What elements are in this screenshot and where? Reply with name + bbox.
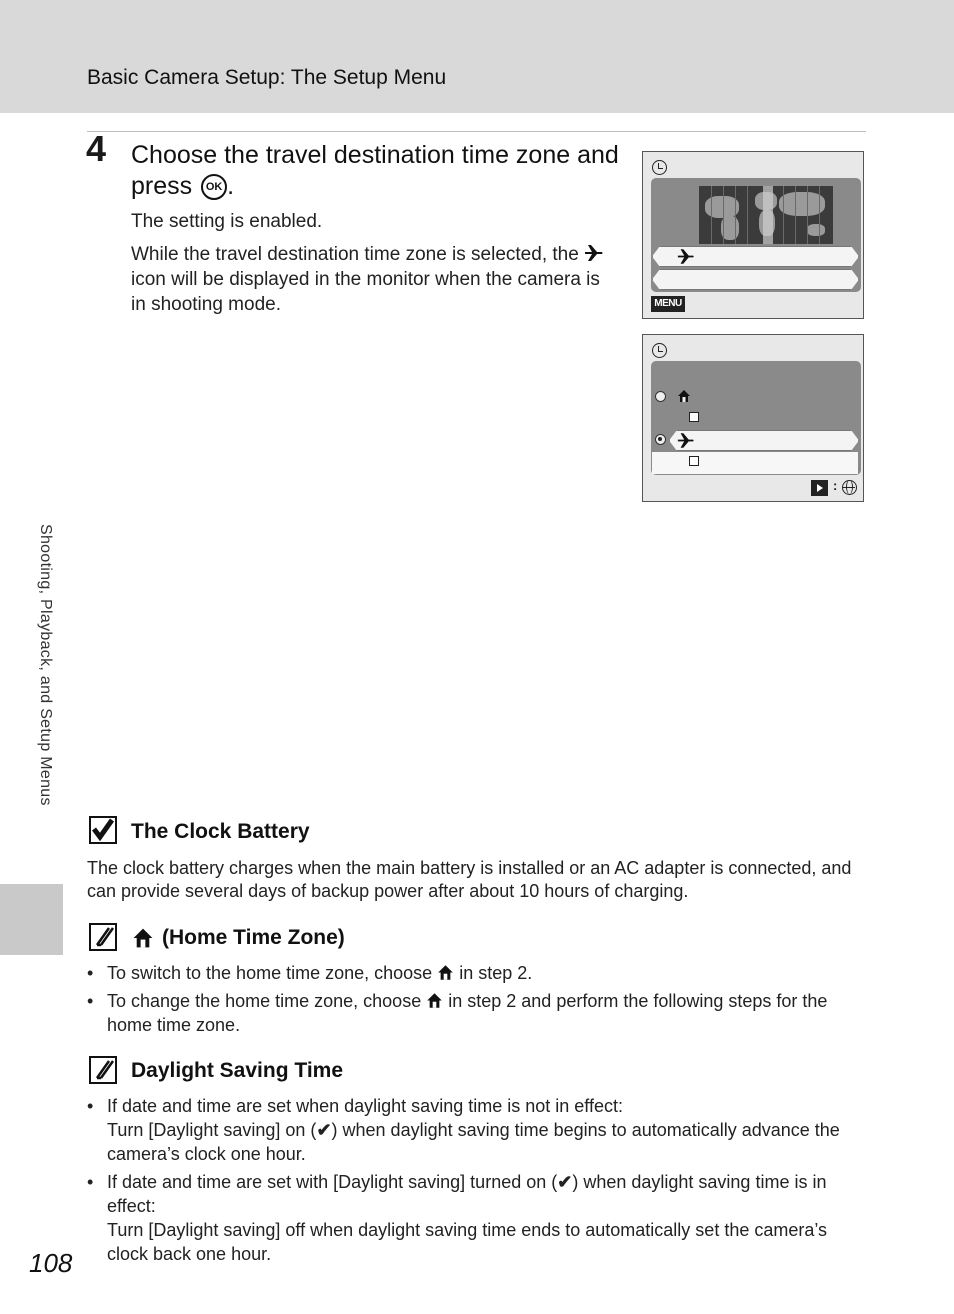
bullet-text: Turn [Daylight saving] on (	[107, 1120, 317, 1140]
side-tab-label: Shooting, Playback, and Setup Menus	[37, 524, 54, 806]
clock-battery-heading: The Clock Battery	[131, 820, 310, 843]
clock-icon	[652, 160, 667, 175]
header-rule	[87, 131, 866, 132]
step-paragraph-2-a: While the travel destination time zone is selected, the	[131, 244, 579, 265]
zone-select-panel	[651, 361, 861, 475]
bullet-text: If date and time are set with [Daylight saving] turned on (	[107, 1172, 558, 1192]
right-arrow-icon	[811, 480, 828, 496]
bullet-text: To switch to the home time zone, choose	[107, 963, 433, 983]
step-paragraph-2-b: icon will be displayed in the monitor when the camera is in shooting mode.	[131, 269, 600, 315]
checkmark-note-icon	[89, 816, 117, 844]
bullet-text: in step 2 and perform the following steps for the home time zone.	[107, 991, 828, 1035]
travel-zone-row-selected[interactable]	[669, 430, 859, 451]
travel-dst-row	[652, 452, 858, 474]
step-paragraph-1: The setting is enabled.	[131, 211, 323, 232]
clock-battery-body: The clock battery charges when the main battery is installed or an AC adapter is connected, and can provide several days of backup power after about 10 hours of charging.	[87, 858, 852, 901]
world-map	[699, 186, 833, 244]
pencil-note-icon	[89, 1056, 117, 1084]
step-heading-period: .	[227, 172, 235, 200]
globe-icon	[842, 480, 857, 495]
ok-button-icon: OK	[201, 174, 227, 200]
travel-zone-radio[interactable]	[655, 434, 666, 445]
checkmark-icon: ✔	[316, 1120, 332, 1140]
selected-zone-band	[763, 186, 773, 244]
bullet-text: ) when daylight saving time begins to automatically advance the camera’s clock one hour.	[107, 1120, 840, 1164]
bullet-text: ) when daylight saving time is in effect:	[107, 1172, 827, 1216]
home-icon	[132, 927, 154, 949]
home-time-zone-heading: (Home Time Zone)	[162, 926, 345, 949]
travel-plane-icon	[677, 248, 695, 265]
side-tab-marker	[0, 884, 63, 955]
bullet-text: in step 2.	[459, 963, 533, 983]
travel-zone-row[interactable]	[652, 246, 859, 267]
step-number: 4	[86, 128, 107, 169]
home-dst-checkbox[interactable]	[689, 412, 699, 422]
clock-icon	[652, 343, 667, 358]
list-item	[87, 1094, 867, 1166]
bullet-text: Turn [Daylight saving] off when daylight saving time ends to automatically set the camera’s clock back one hour.	[107, 1220, 828, 1264]
camera-screen-world-map	[642, 151, 864, 319]
step-heading	[131, 140, 621, 202]
pencil-note-icon	[89, 923, 117, 951]
travel-plane-icon	[677, 432, 695, 449]
time-zone-panel	[651, 178, 861, 292]
step-paragraph-2	[131, 242, 611, 317]
dst-list	[87, 1094, 867, 1270]
list-item	[87, 989, 867, 1037]
page-header-title: Basic Camera Setup: The Setup Menu	[87, 66, 447, 89]
zone-selector-row[interactable]	[652, 269, 859, 290]
checkmark-icon: ✔	[557, 1172, 573, 1192]
menu-icon: MENU	[651, 296, 685, 312]
home-icon	[437, 964, 454, 981]
travel-dst-checkbox[interactable]	[689, 456, 699, 466]
camera-screen-zone-select	[642, 334, 864, 502]
bullet-text: If date and time are set when daylight saving time is not in effect:	[107, 1096, 623, 1116]
step-heading-text: Choose the travel destination time zone and press	[131, 141, 619, 200]
home-icon	[426, 992, 443, 1009]
travel-plane-icon	[584, 244, 604, 262]
list-item	[87, 1170, 867, 1266]
home-time-zone-list	[87, 961, 867, 1041]
home-zone-radio[interactable]	[655, 391, 666, 402]
dst-heading: Daylight Saving Time	[131, 1059, 343, 1082]
list-item	[87, 961, 867, 985]
footer-separator: :	[833, 478, 838, 493]
bullet-text: To change the home time zone, choose	[107, 991, 422, 1011]
header-band	[0, 0, 954, 113]
home-icon	[677, 389, 691, 403]
page-number: 108	[29, 1248, 73, 1278]
